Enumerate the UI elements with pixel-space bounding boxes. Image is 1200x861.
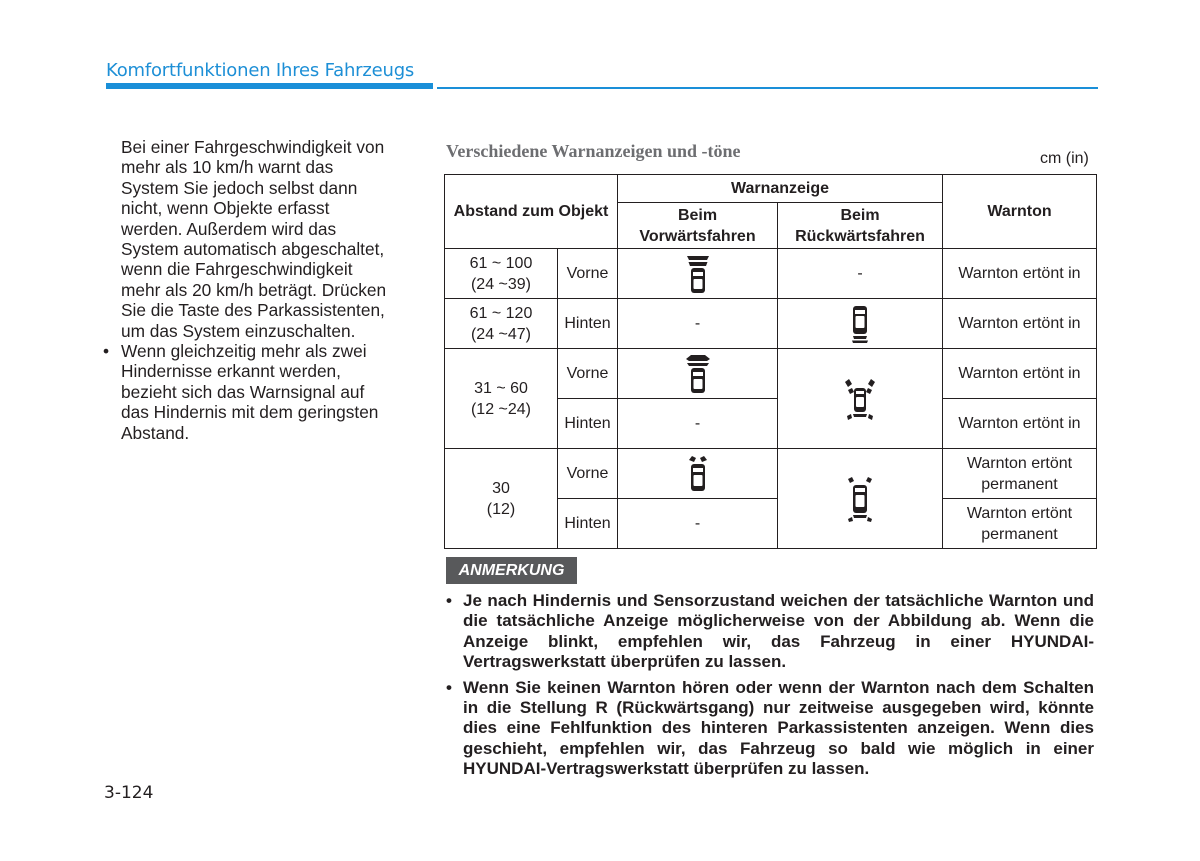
bullet-item xyxy=(103,341,417,443)
bullet-marker: • xyxy=(446,591,452,610)
text-line: bezieht sich das Warnsignal auf xyxy=(121,381,365,402)
warning-table xyxy=(444,174,1097,549)
car-corners-warning-icon xyxy=(845,475,875,523)
car-front-warning-icon xyxy=(687,455,709,493)
reverse-cell xyxy=(778,299,943,349)
text-line: System automatisch abgeschaltet, xyxy=(121,239,385,260)
note-text: Wenn Sie keinen Warnton hören oder wenn der Warnton nach dem Schalten in die Stellung R (Rückwärtsgang) nur zeitweise ausgegeben wird, könnte dies eine Fehlfunktion des hinteren Parkassistenten anzeigen. Wenn dies geschieht, empfehlen wir, das Fahrzeug so bald wie möglich in einer HYUNDAI-Vertragswerkstatt überprüfen zu lassen. xyxy=(463,677,1094,779)
section-title: Verschiedene Warnanzeigen und -töne xyxy=(446,141,741,161)
table-row xyxy=(445,349,1097,399)
bullet-marker: • xyxy=(103,341,110,362)
header-distance: Abstand zum Objekt xyxy=(445,175,618,249)
forward-cell: - xyxy=(618,399,778,449)
position-cell: Vorne xyxy=(558,349,618,399)
header-rule-thick xyxy=(106,83,433,89)
page-number: 3-124 xyxy=(104,783,154,803)
distance-cm: 30 xyxy=(492,479,510,497)
tone-cell xyxy=(943,449,1097,499)
text-line: Abstand. xyxy=(121,422,190,443)
text-line: Wenn gleichzeitig mehr als zwei xyxy=(121,341,367,362)
position-cell: Hinten xyxy=(558,299,618,349)
text-line: Hindernisse erkannt werden, xyxy=(121,361,341,382)
distance-in: (24 ~47) xyxy=(470,325,532,343)
distance-in: (12 ~24) xyxy=(470,400,532,418)
table-row xyxy=(445,249,1097,299)
tone-cell xyxy=(943,499,1097,549)
tone-line: permanent xyxy=(981,475,1058,493)
car-corners-warning-icon xyxy=(843,376,877,422)
bullet-marker: • xyxy=(446,677,452,697)
text-line: Bei einer Fahrgeschwindigkeit von xyxy=(121,137,385,157)
distance-cell xyxy=(445,249,558,299)
tone-cell: Warnton ertönt in xyxy=(943,349,1097,399)
forward-cell xyxy=(618,449,778,499)
forward-cell: - xyxy=(618,499,778,549)
note-item xyxy=(446,591,1094,673)
position-cell: Hinten xyxy=(558,499,618,549)
tone-line: Warnton ertönt xyxy=(966,504,1073,522)
reverse-cell xyxy=(778,349,943,449)
left-column-text xyxy=(103,137,417,443)
distance-cm: 31 ~ 60 xyxy=(474,379,528,397)
forward-cell xyxy=(618,249,778,299)
intro-paragraph xyxy=(103,137,417,341)
distance-in: (12) xyxy=(486,500,516,518)
text-line: mehr als 10 km/h warnt das xyxy=(121,157,334,178)
note-list xyxy=(446,591,1094,785)
position-cell: Vorne xyxy=(558,249,618,299)
header-tone: Warnton xyxy=(943,175,1097,249)
car-front-warning-icon xyxy=(686,253,710,295)
forward-cell xyxy=(618,349,778,399)
distance-cell xyxy=(445,299,558,349)
distance-cell xyxy=(445,449,558,549)
note-badge: ANMERKUNG xyxy=(446,557,577,584)
table-row xyxy=(445,449,1097,499)
distance-cm: 61 ~ 100 xyxy=(469,254,533,272)
text-line: Sie die Taste des Parkassistenten, xyxy=(121,300,385,321)
reverse-cell: - xyxy=(778,249,943,299)
text-line: mehr als 20 km/h beträgt. Drücken xyxy=(121,279,387,300)
header-rule-thin xyxy=(437,87,1098,89)
distance-cm: 61 ~ 120 xyxy=(469,304,533,322)
car-rear-warning-icon xyxy=(850,304,870,344)
tone-line: permanent xyxy=(981,525,1058,543)
distance-cell xyxy=(445,349,558,449)
text-line: System Sie jedoch selbst dann xyxy=(121,177,358,198)
note-text: Je nach Hindernis und Sensorzustand weichen der tatsächliche Warnton und die tatsächliche Anzeige möglicherweise von der Abbildung ab. Wenn die Anzeige blinkt, empfehlen wir, das Fahrzeug in einer HYUNDAI-Vertragswerkstatt überprüfen zu lassen. xyxy=(463,591,1094,672)
position-cell: Vorne xyxy=(558,449,618,499)
tone-cell: Warnton ertönt in xyxy=(943,299,1097,349)
text-line: um das System einzuschalten. xyxy=(121,320,356,341)
unit-label: cm (in) xyxy=(1040,150,1089,167)
table-row xyxy=(445,299,1097,349)
header-reverse: Beim Rückwärtsfahren xyxy=(778,203,943,249)
header-title: Komfortfunktionen Ihres Fahrzeugs xyxy=(106,60,415,81)
text-line: werden. Außerdem wird das xyxy=(121,218,337,239)
header-forward: Beim Vorwärtsfahren xyxy=(618,203,778,249)
tone-line: Warnton ertönt xyxy=(966,454,1073,472)
text-line: nicht, wenn Objekte erfasst xyxy=(121,198,330,219)
text-line: wenn die Fahrgeschwindigkeit xyxy=(121,259,353,280)
text-line: das Hindernis mit dem geringsten xyxy=(121,402,379,423)
tone-cell: Warnton ertönt in xyxy=(943,399,1097,449)
distance-in: (24 ~39) xyxy=(470,275,532,293)
forward-cell: - xyxy=(618,299,778,349)
header-indicator: Warnanzeige xyxy=(618,175,943,203)
position-cell: Hinten xyxy=(558,399,618,449)
car-front-warning-icon xyxy=(685,353,711,395)
reverse-cell xyxy=(778,449,943,549)
tone-cell: Warnton ertönt in xyxy=(943,249,1097,299)
note-item xyxy=(446,678,1094,780)
